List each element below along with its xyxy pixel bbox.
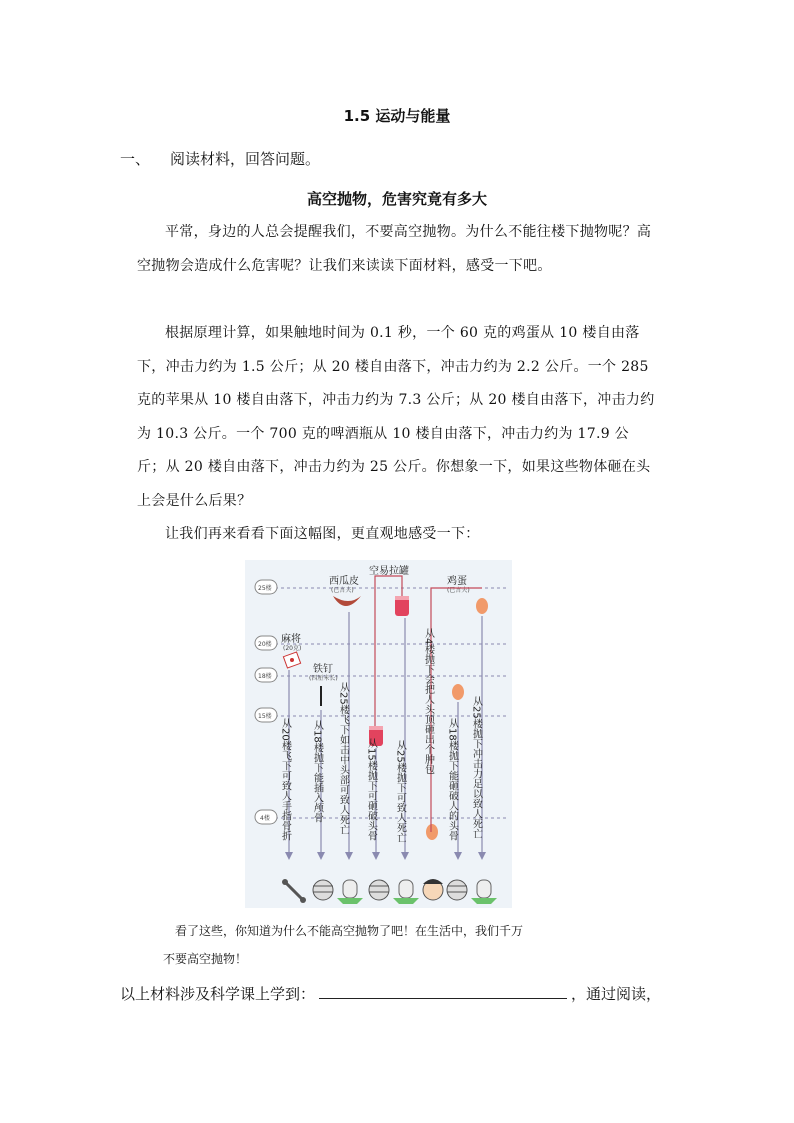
- question-heading: [120, 148, 320, 169]
- answer-suffix: ，通过阅读，: [571, 985, 662, 1003]
- mahjong-icon: [283, 652, 300, 668]
- paragraph-1: 平常，身边的人总会提醒我们，不要高空抛物。为什么不能往楼下抛物呢？高空抛物会造成什么危害呢？让我们来读读下面材料，感受一下吧。: [137, 224, 652, 274]
- bone-icon: [282, 879, 306, 903]
- caption-8: 从25楼抛下冲击力足以致人死亡: [470, 696, 482, 839]
- caption-7: 从18楼抛下能砸破人的头骨: [446, 718, 458, 841]
- bandaged-head-icon: [369, 880, 389, 900]
- paragraph-3: 让我们再来看看下面这幅图，更直观地感受一下：: [165, 526, 480, 542]
- floor-badge-25: [255, 580, 277, 594]
- article-title: 高空抛物，危害究竟有多大: [306, 190, 487, 208]
- caption-6: 从4楼抛下会把人头顶砸出个肿包: [422, 628, 434, 775]
- bumped-head-icon: [423, 879, 443, 900]
- label-can: 空易拉罐: [369, 566, 409, 577]
- page-title: 1.5 运动与能量: [343, 107, 451, 125]
- label-mahjong-note: (20克): [283, 645, 302, 652]
- caption-3: 从25楼飞下如击中头部可致人死亡: [337, 682, 349, 835]
- floor-badge-15: [255, 708, 277, 722]
- falling-objects-figure: [245, 560, 512, 908]
- bandaged-head-icon: [447, 880, 467, 900]
- caption-1: 从20楼飞下可致人手指骨折: [279, 718, 291, 841]
- answer-line: [120, 983, 661, 1004]
- floor-badge-18: [255, 668, 277, 682]
- floor-badge-4: [255, 810, 277, 824]
- label-watermelon: 西瓜皮: [329, 576, 359, 587]
- label-watermelon-note: (已言夫): [331, 587, 354, 594]
- paragraph-2: 根据原理计算，如果触地时间为 0.1 秒，一个 60 克的鸡蛋从 10 楼自由落下，冲击力约为 1.5 公斤；从 20 楼自由落下，冲击力约为 2.2 公斤。一个 285 克的苹果从 10 楼自由落下，冲击力约为 7.3 公斤；从 20 楼自由落下，冲击力约为 10.3 公斤。一个 700 克的啤酒瓶从 10 楼自由落下，冲击力约为 17.9 公斤；从 20 楼自由落下，冲击力约为 25 公斤。你想象一下，如果这些物体砸在头上会是什么后果？: [137, 325, 655, 509]
- label-mahjong: 麻将: [281, 634, 301, 645]
- label-egg: 鸡蛋: [447, 576, 467, 587]
- figure-note-2: 不要高空抛物！: [163, 952, 248, 966]
- egg-icon-18: [452, 684, 464, 700]
- egg-icon-4: [426, 824, 438, 840]
- svg-text:20楼: 20楼: [258, 641, 272, 648]
- answer-prefix: 以上材料涉及科学课上学到：: [120, 985, 316, 1003]
- floor-badge-20: [255, 636, 277, 650]
- svg-text:18楼: 18楼: [258, 673, 272, 680]
- label-nail-note: (四厘米长): [309, 675, 338, 682]
- question-text: 阅读材料，回答问题。: [170, 150, 321, 168]
- question-number: 一、: [120, 150, 151, 168]
- can-icon-top: [395, 596, 409, 616]
- label-nail: 铁钉: [313, 664, 333, 675]
- bandaged-head-icon: [313, 880, 333, 900]
- caption-4: 从15楼抛下可砸破头骨: [365, 738, 377, 841]
- grave-icon: [337, 880, 363, 904]
- label-egg-note: (已言夫): [447, 587, 470, 594]
- svg-text:25楼: 25楼: [258, 585, 272, 592]
- svg-text:4楼: 4楼: [260, 815, 270, 822]
- grave-icon: [393, 880, 419, 904]
- grave-icon: [471, 880, 497, 904]
- svg-text:15楼: 15楼: [258, 713, 272, 720]
- watermelon-icon: [333, 596, 361, 606]
- caption-2: 从18楼抛下能插入颅骨: [311, 720, 323, 823]
- caption-5: 从25楼抛下可致人死亡: [394, 740, 406, 843]
- egg-icon-25: [476, 598, 488, 614]
- answer-blank[interactable]: [319, 984, 567, 999]
- figure-note-1: 看了这些，你知道为什么不能高空抛物了吧！在生活中，我们千万: [175, 924, 524, 938]
